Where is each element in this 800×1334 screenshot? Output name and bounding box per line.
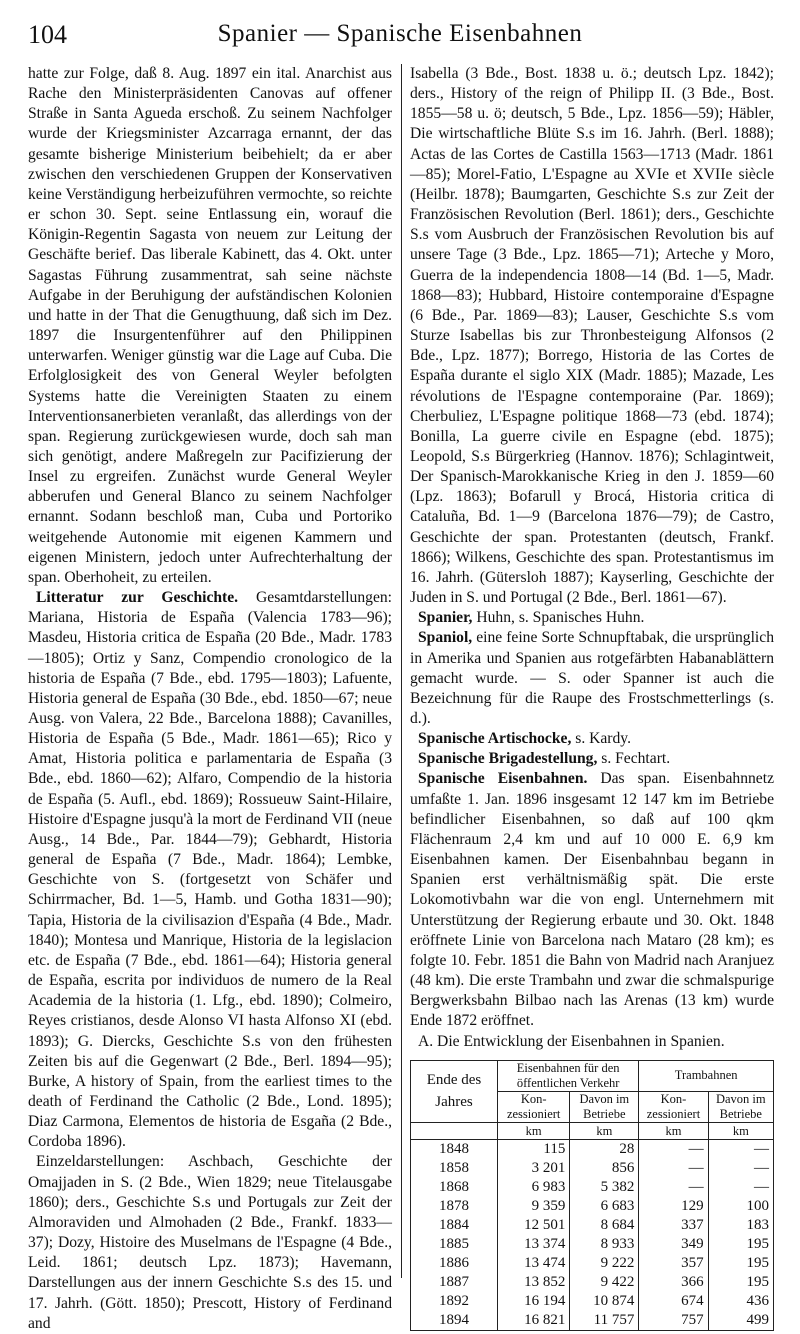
left-column [28, 64, 392, 1334]
table-cell: 757 [639, 1311, 708, 1331]
table-caption: A. Die Entwicklung der Eisenbahnen in Spanien. [418, 1032, 725, 1050]
table-cell: 436 [708, 1292, 773, 1311]
entry-spanier-text: Huhn, s. Spanisches Huhn. [472, 609, 645, 627]
table-cell: 8 684 [570, 1216, 639, 1235]
table-row [411, 1254, 774, 1273]
entry-artischocke [410, 729, 774, 749]
table-cell: 11 757 [570, 1311, 639, 1331]
table-row [411, 1216, 774, 1235]
table-row [411, 1292, 774, 1311]
table-row [411, 1235, 774, 1254]
literature-heading: Litteratur zur Geschichte. [36, 589, 239, 607]
table-sub-header: Davon im Betriebe [708, 1091, 773, 1122]
table-cell: 16 194 [498, 1292, 570, 1311]
table-cell-year: 1868 [411, 1178, 498, 1197]
table-cell: — [708, 1139, 773, 1159]
table-cell: 13 374 [498, 1235, 570, 1254]
table-cell: — [639, 1178, 708, 1197]
table-unit: km [708, 1122, 773, 1139]
entry-brigadestellung-headword: Spanische Brigadestellung, [418, 750, 598, 768]
entry-eisenbahnen [410, 769, 774, 1031]
table-row [411, 1139, 774, 1159]
table-unit: km [498, 1122, 570, 1139]
table-unit: km [639, 1122, 708, 1139]
table-cell: 16 821 [498, 1311, 570, 1331]
table-cell-year: 1886 [411, 1254, 498, 1273]
table-cell: 9 422 [570, 1273, 639, 1292]
table-cell: 13 852 [498, 1273, 570, 1292]
table-cell: 13 474 [498, 1254, 570, 1273]
entry-artischocke-text: s. Kardy. [571, 730, 631, 748]
entry-eisenbahnen-headword: Spanische Eisenbahnen. [418, 770, 588, 788]
table-year-header: Ende des Jahres [411, 1060, 498, 1122]
table-cell: 6 683 [570, 1197, 639, 1216]
table-row [411, 1273, 774, 1292]
table-row [411, 1197, 774, 1216]
table-cell: 195 [708, 1235, 773, 1254]
entry-eisenbahnen-text: Das span. Eisenbahnnetz umfaßte 1. Jan. 1896 insgesamt 12 147 km im Betriebe befindlicher Eisenbahnen, so daß auf 100 qkm Flächenraum 2,4 km und auf 10 000 E. 6,9 km Eisenbahnen kamen. Der Eisenbahnbau begann in Spanien erst verhältnismäßig spät. Die erste Lokomotivbahn war die von engl. Unternehmern mit Unterstützung der Regierung erbaute und 30. Okt. 1848 eröffnete Linie von Barcelona nach Mataro (28 km); es folgte 10. Febr. 1851 die Bahn von Madrid nach Aranjuez (48 km). Die erste Trambahn und zwar die schmalspurige Bergwerksbahn Bilbao nach las Arenas (13 km) wurde Ende 1872 eröffnet. [410, 770, 774, 1030]
table-row [411, 1178, 774, 1197]
table-cell: 28 [570, 1139, 639, 1159]
railway-table [410, 1060, 774, 1331]
bibliography-continued: Isabella (3 Bde., Bost. 1838 u. ö.; deutsch Lpz. 1842); ders., History of the reign of Philipp II. (3 Bde., Bost. 1855—58 u. ö; deutsch, 5 Bde., Lpz. 1856—59); Häbler, Die wirtschaftliche Blüte S.s im 16. Jahrh. (Berl. 1888); Actas de las Cortes de Castilla 1563—1713 (Madr. 1861—85); Morel-Fatio, L'Espagne au XVIe et XVIIe siècle (Heilbr. 1878); Baumgarten, Geschichte S.s zur Zeit der Französischen Revolution (Berl. 1861); ders., Geschichte S.s vom Ausbruch der Französischen Revolution bis auf unsere Tage (3 Bde., Lpz. 1865—71); Arteche y Moro, Guerra de la independencia 1808—14 (Bd. 1—5, Madr. 1868—83); Hubbard, Histoire contemporaine d'Espagne (6 Bde., Par. 1869—83); Lauser, Geschichte S.s vom Sturze Isabellas bis zur Thronbesteigung Alfonsos (2 Bde., Lpz. 1877); Borrego, Historia de las Cortes de España durante el siglo XIX (Madr. 1885); Mazade, Les révolutions de l'Espagne contemporaine (Par. 1869); Cherbuliez, L'Espagne politique 1868—73 (ebd. 1874); Bonilla, La guerre civile en Espagne (ebd. 1875); Leopold, S.s Bürgerkrieg (Hannov. 1876); Schlagintweit, Der Spanisch-Marokkanische Krieg in den J. 1859—60 (Lpz. 1863); Bofarull y Brocá, Historia critica di Cataluña, Bd. 1—9 (Barcelona 1876—79); de Castro, Geschichte der span. Protestanten (deutsch, Frankf. 1866); Wilkens, Geschichte des span. Protestantismus im 16. Jahrh. (Gütersloh 1887); Kayserling, Geschichte der Juden in S. und Portugal (2 Bde., Berl. 1861—67). [410, 65, 774, 607]
table-cell: 856 [570, 1159, 639, 1178]
table-body [411, 1139, 774, 1330]
table-cell: 12 501 [498, 1216, 570, 1235]
table-cell: 366 [639, 1273, 708, 1292]
table-cell: 357 [639, 1254, 708, 1273]
table-cell: 6 983 [498, 1178, 570, 1197]
page-header [28, 20, 772, 56]
table-cell-year: 1894 [411, 1311, 498, 1331]
table-cell: — [708, 1178, 773, 1197]
table-cell: 195 [708, 1273, 773, 1292]
literature-paragraph [28, 588, 392, 1152]
table-cell: 10 874 [570, 1292, 639, 1311]
table-sub-header: Kon-zessioniert [498, 1091, 570, 1122]
table-cell: 9 359 [498, 1197, 570, 1216]
page-number: 104 [28, 20, 67, 49]
entry-artischocke-headword: Spanische Artischocke, [418, 730, 572, 748]
entry-brigadestellung-text: s. Fechtart. [597, 750, 671, 768]
table-cell: 8 933 [570, 1235, 639, 1254]
table-group-railways: Eisenbahnen für den öffentlichen Verkehr [498, 1060, 639, 1091]
table-cell: 129 [639, 1197, 708, 1216]
table-cell: 499 [708, 1311, 773, 1331]
table-cell: 183 [708, 1216, 773, 1235]
table-cell: — [639, 1159, 708, 1178]
table-sub-header: Kon-zessioniert [639, 1091, 708, 1122]
entry-spaniol [410, 628, 774, 729]
table-cell: — [639, 1139, 708, 1159]
table-cell-year: 1878 [411, 1197, 498, 1216]
table-cell-year: 1885 [411, 1235, 498, 1254]
table-cell: 100 [708, 1197, 773, 1216]
table-cell: — [708, 1159, 773, 1178]
table-cell-year: 1848 [411, 1139, 498, 1159]
table-group-tramways: Trambahnen [639, 1060, 774, 1091]
table-cell: 3 201 [498, 1159, 570, 1178]
entry-brigadestellung [410, 749, 774, 769]
column-divider [401, 64, 402, 1278]
table-cell-year: 1858 [411, 1159, 498, 1178]
table-cell: 349 [639, 1235, 708, 1254]
table-cell: 674 [639, 1292, 708, 1311]
table-cell: 195 [708, 1254, 773, 1273]
table-cell: 9 222 [570, 1254, 639, 1273]
table-cell: 115 [498, 1139, 570, 1159]
table-row [411, 1159, 774, 1178]
running-head: Spanier — Spanische Eisenbahnen [217, 20, 583, 47]
entry-spanier [410, 608, 774, 628]
history-paragraph: hatte zur Folge, daß 8. Aug. 1897 ein ital. Anarchist aus Rache den Ministerpräsidenten Canovas auf offener Straße in Santa Agueda erschoß. Zu seinem Nachfolger wurde der Kriegsminister Azcarraga ernannt, der das gesamte bisherige Ministerium beibehielt; da er aber zwischen den verschiedenen Gruppen der Konservativen keine Verständigung herbeizuführen vermochte, so reichte er schon 30. Sept. seine Entlassung ein, worauf die Königin-Regentin Sagasta von neuem zur Leitung der Geschäfte berief. Das liberale Kabinett, das 4. Okt. unter Sagastas Führung zusammentrat, sah seine nächste Aufgabe in der Beruhigung der aufständischen Kolonien und hatte in der That die Genugthuung, daß sich im Dez. 1897 die Insurgentenführer auf den Philippinen unterwarfen. Weniger günstig war die Lage auf Cuba. Die Erfolglosigkeit des von General Weyler befolgten Systems hatte die Vereinigten Staaten zu einem Interventionsanerbieten veranlaßt, das allerdings von der span. Regierung zurückgewiesen wurde, doch sah man sich genötigt, andere Maßregeln zur Pacifizierung der Insel zu ergreifen. Zunächst wurde General Weyler abberufen und General Blanco zu seinem Nachfolger ernannt. Sodann beschloß man, Cuba und Portoriko weitgehende Autonomie mit eigenen Kammern und eigenen Ministern, jedoch unter Aufrechterhaltung der span. Oberhoheit, zu erteilen. [28, 65, 392, 586]
special-works-paragraph: Einzeldarstellungen: Aschbach, Geschichte der Omajjaden in S. (2 Bde., Wien 1829; neue Titelausgabe 1860); ders., Geschichte S.s und Portugals zur Zeit der Almoraviden und Almohaden (2 Bde., Frankf. 1833—37); Dozy, Histoire des Muselmans de l'Espagne (4 Bde., Leid. 1861; deutsch Lpz. 1873); Havemann, Darstellungen aus der innern Geschichte S.s des 15. und 17. Jahrh. (Gött. 1850); Prescott, History of Ferdinand and [28, 1153, 392, 1332]
table-unit: km [570, 1122, 639, 1139]
table-cell-year: 1892 [411, 1292, 498, 1311]
table-sub-header: Davon im Betriebe [570, 1091, 639, 1122]
entry-spaniol-headword: Spaniol, [418, 629, 473, 647]
entry-spaniol-text: eine feine Sorte Schnupftabak, die ursprünglich in Amerika und Spanien aus rotgefärbten Habanablättern gemacht wurde. — S. oder Spanner ist auch die Bezeichnung für die Raupe des Frostschmetterlings (s. d.). [410, 629, 774, 727]
table-cell-year: 1884 [411, 1216, 498, 1235]
table-unit-blank [411, 1122, 498, 1139]
table-row [411, 1311, 774, 1331]
entry-spanier-headword: Spanier, [418, 609, 473, 627]
general-works-text: Gesamtdarstellungen: Mariana, Historia de España (Valencia 1783—96); Masdeu, Historia critica de España (20 Bde., Madr. 1783—1805); Ortiz y Sanz, Compendio cronologico de la historia de España (7 Bde., ebd. 1795—1803); Lafuente, Historia general de España (30 Bde., ebd. 1850—67; neue Ausg. von Valera, 22 Bde., Barcelona 1888); Cavanilles, Historia de España (5 Bde., Madr. 1861—65); Rico y Amat, Historia politica e parlamentaria de España (3 Bde., ebd. 1860—62); Alfaro, Compendio de la historia de España (5. Aufl., ebd. 1869); Rossueuw Saint-Hilaire, Histoire d'Espagne jusqu'à la mort de Ferdinand VII (neue Ausg., 14 Bde., Par. 1844—79); Gebhardt, Historia general de España (7 Bde., Madr. 1864); Lembke, Geschichte von S. (fortgesetzt von Schäfer und Schirrmacher, Bd. 1—5, Hamb. und Gotha 1831—90); Tapia, Historia de la civilisazion d'España (4 Bde., Madr. 1840); Montesa und Manrique, Historia de la legislacion etc. de España (7 Bde., ebd. 1861—64); Historia general de España, escrita por individuos de numero de la Real Academia de la historia (1. Lfg., ebd. 1890); Colmeiro, Reyes cristianos, desde Alonso VI hasta Alfonso XI (ebd. 1893); G. Diercks, Geschichte S.s von den frühesten Zeiten bis auf die Gegenwart (2 Bde., Berl. 1894—95); Burke, A history of Spain, from the earliest times to the death of Ferdinand the Catholic (2 Bde., Lond. 1895); Diaz Carmona, Elementos de historia de Esgaña (2 Bde., Cordoba 1896). [28, 589, 392, 1151]
right-column [410, 64, 774, 1331]
table-cell-year: 1887 [411, 1273, 498, 1292]
table-cell: 337 [639, 1216, 708, 1235]
table-cell: 5 382 [570, 1178, 639, 1197]
